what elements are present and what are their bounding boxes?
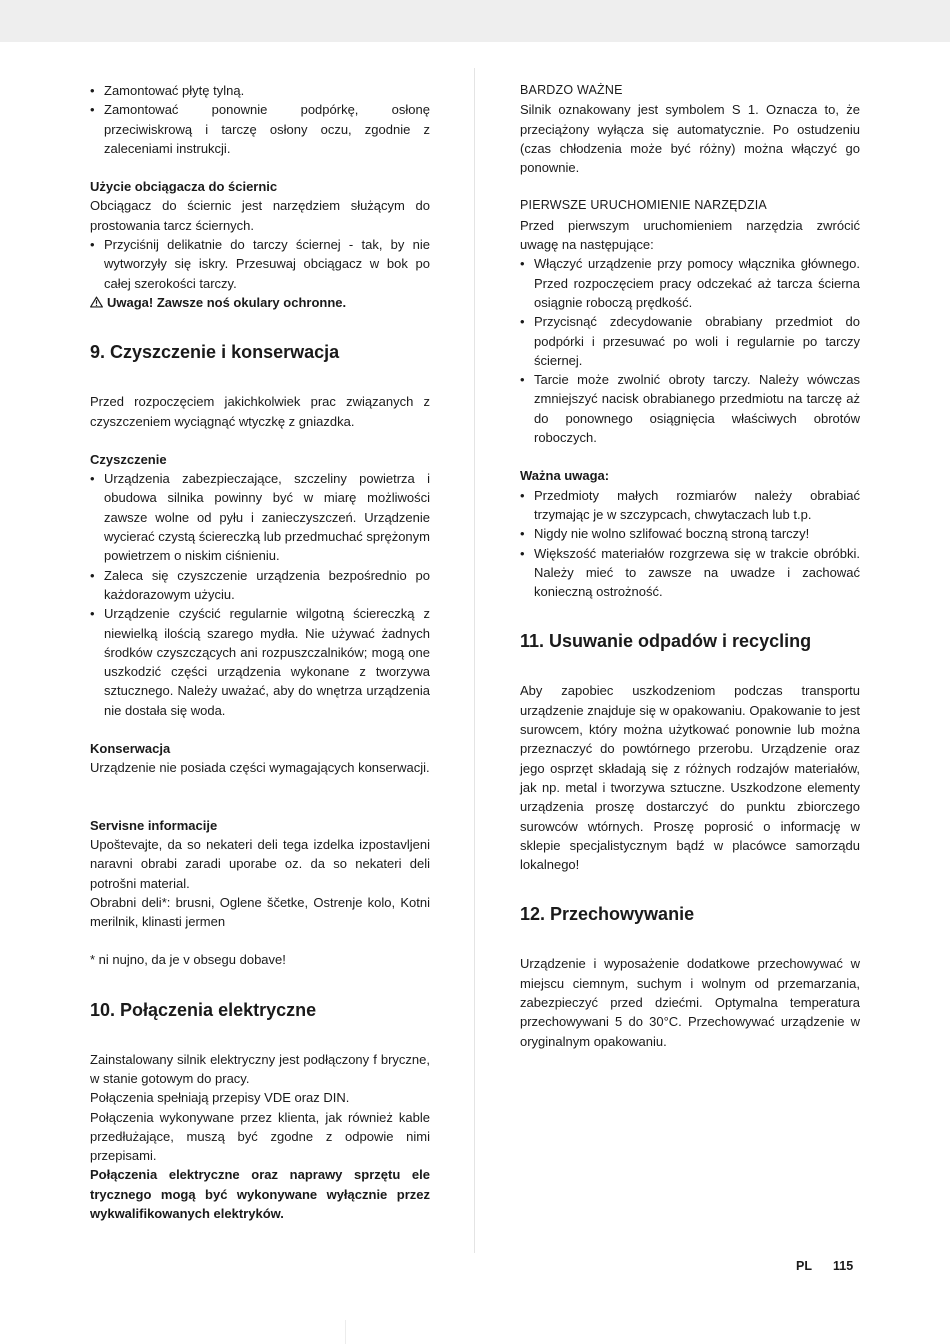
right-column: [520, 81, 860, 1051]
list-item: • Nigdy nie wolno szlifować boczną stroną tarczy!: [520, 524, 860, 543]
left-column: [90, 81, 430, 1223]
note-bullet-list: [520, 486, 860, 602]
maintenance-heading: Konserwacja: [90, 741, 171, 757]
first-start-heading: PIERWSZE URUCHOMIENIE NARZĘDZIA: [520, 198, 767, 213]
warning-text: Uwaga! Zawsze noś okulary ochronne.: [107, 294, 347, 310]
list-item: • Urządzenia zabezpieczające, szczeliny powietrza i obudowa silnika powinny być w miarę możliwości zawsze wolne od pyłu i zanieczyszczeń. Urządzenie wycierać czystą ściereczką lub przedmuchać sprężonym powietrzem o niskim ciśnieniu.: [90, 469, 430, 565]
maintenance-text: Urządzenie nie posiada części wymagających konserwacji.: [90, 760, 430, 776]
section-10-warning: Połączenia elektryczne oraz naprawy sprzętu ele trycznego mogą być wykonywane wyłącznie przez wykwalifikowanych elektryków.: [90, 1167, 430, 1222]
note-heading: Ważna uwaga:: [520, 468, 610, 484]
list-item: • Włączyć urządzenie przy pomocy włącznika głównego. Przed rozpoczęciem pracy odczekać aż tarcza ścierna osiągnie roboczą prędkość.: [520, 254, 860, 312]
dresser-text: Obciągacz do ściernic jest narzędziem służącym do prostowania tarcz ściernych.: [90, 198, 430, 233]
list-item: • Zaleca się czyszczenie urządzenia bezpośrednio po każdorazowym użyciu.: [90, 566, 430, 605]
first-start-intro: Przed pierwszym uruchomieniem narzędzia zwrócić uwagę na następujące:: [520, 217, 860, 253]
section-10-paragraph: Zainstalowany silnik elektryczny jest podłączony f bryczne, w stanie gotowym do pracy.: [90, 1051, 430, 1086]
cleaning-bullet-list: [90, 469, 430, 720]
list-item: • Przedmioty małych rozmiarów należy obrabiać trzymając je w szczypcach, chwytaczach lub t.p.: [520, 486, 860, 525]
dresser-bullet-list: [90, 235, 430, 293]
column-divider: [474, 68, 475, 1253]
page-number: 115: [833, 1259, 854, 1273]
list-item: • Zamontować ponownie podpórkę, osłonę przeciwiskrową i tarczę osłony oczu, zgodnie z zaleceniami instrukcji.: [90, 100, 430, 158]
section-11-text: Aby zapobiec uszkodzeniom podczas transportu urządzenie znajduje się w opakowaniu. Opakowanie to jest surowcem, który można użytkować ponownie lub można przeznaczyć do powtórnego przerobu. Urządzenie oraz jego osprzęt składają się z różnych rodzajów materiałów, jak np. metal i tworzywa sztuczne. Uszkodzone elementy urządzenia proszę dostarczyć do punktu zbiorczego surowców wtórnych. Proszę poprosić o informację w sklepie specjalistycznym bądź w placówce samorządu lokalnego!: [520, 683, 860, 873]
warning-triangle-icon: [90, 296, 103, 308]
dresser-heading: Użycie obciągacza do ściernic: [90, 179, 278, 195]
page-edge-mark: [345, 1320, 346, 1344]
service-text: Upoštevajte, da so nekateri deli tega izdelka izpostavljeni naravni obrabi zaradi uporabe oz. da so nekateri deli potrošni material.: [90, 836, 430, 891]
section-9-intro: Przed rozpoczęciem jakichkolwiek prac związanych z czyszczeniem wyciągnąć wtyczkę z gniazdka.: [90, 394, 430, 429]
list-item: • Tarcie może zwolnić obroty tarczy. Należy wówczas zmniejszyć nacisk obrabianego przedmiotu na tarczę aż do ponownego osiągnięcia właściwych obrotów roboczych.: [520, 370, 860, 447]
service-heading: Servisne informacije: [90, 817, 218, 833]
important-text: Silnik oznakowany jest symbolem S 1. Oznacza to, że przeciążony wyłącza się automatycznie. Po ostudzeniu (czas chłodzenia może być różny) można włączyć go ponownie.: [520, 102, 860, 176]
service-footnote: * ni nujno, da je v obsegu dobave!: [90, 952, 286, 968]
list-item: • Większość materiałów rozgrzewa się w trakcie obróbki. Należy mieć to zawsze na uwadze i zachować konieczną ostrożność.: [520, 544, 860, 602]
section-12-title: 12. Przechowywanie: [520, 904, 695, 925]
section-10-paragraph: Połączenia wykonywane przez klienta, jak również kable przedłużające, muszą być zgodne z odpowie nimi przepisami.: [90, 1109, 430, 1164]
section-12-text: Urządzenie i wyposażenie dodatkowe przechowywać w miejscu ciemnym, suchym i wolnym od przemarzania, zabezpieczyć przed dziećmi. Optymalna temperatura przechowywani 5 do 30°C. Przechowywać urządzenie w oryginalnym opakowaniu.: [520, 956, 860, 1049]
section-11-title: 11. Usuwanie odpadów i recycling: [520, 631, 812, 652]
footer-language: PL: [796, 1259, 812, 1273]
cleaning-heading: Czyszczenie: [90, 451, 167, 467]
section-9-title: 9. Czyszczenie i konserwacja: [90, 342, 340, 363]
list-item: • Urządzenie czyścić regularnie wilgotną ściereczką z niewielką ilością szarego mydła. Nie używać żadnych środków czyszczących ani rozpuszczalników; mogą one uszkodzić części urządzenia wykonane z tworzywa sztucznego. Należy uważać, aby do wnętrza urządzenia nie dostała się woda.: [90, 604, 430, 720]
wear-parts-text: Obrabni deli*: brusni, Oglene ščetke, Ostrenje kolo, Kotni merilnik, klinasti jermen: [90, 894, 430, 930]
list-item: • Przycisnąć zdecydowanie obrabiany przedmiot do podpórki i przesuwać po woli i regularnie po tarczy ściernej.: [520, 312, 860, 370]
section-10-title: 10. Połączenia elektryczne: [90, 999, 317, 1020]
first-start-bullet-list: [520, 254, 860, 447]
list-item: • Zamontować płytę tylną.: [90, 81, 430, 100]
important-heading: BARDZO WAŻNE: [520, 83, 623, 97]
top-header-band: [0, 0, 950, 42]
section-10-paragraph: Połączenia spełniają przepisy VDE oraz DIN.: [90, 1090, 350, 1106]
warning-line: [90, 293, 430, 312]
intro-bullet-list: [90, 81, 430, 158]
list-item: • Przyciśnij delikatnie do tarczy ściernej - tak, by nie wytworzyły się iskry. Przesuwaj obciągacz w bok po całej szerokości tarczy.: [90, 235, 430, 293]
